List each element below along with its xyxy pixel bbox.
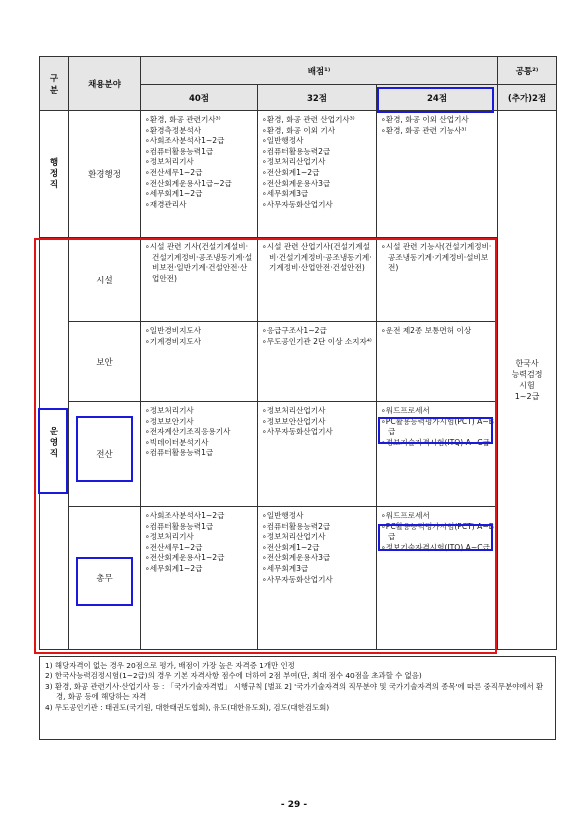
list-item: ∘전산회계운용사1급~2급 [145,178,232,188]
list-item: ∘전산세무1~2급 [145,167,203,177]
cell-32 [258,402,377,507]
table-row [40,402,557,507]
list-item: ∘환경, 화공 이외 기사 [262,125,336,135]
list-item: ∘시설 관련 기능사(건설기계정비·공조냉동기계·기계정비·설비보전) [381,242,492,273]
list-item: ∘사무자동화산업기사 [262,574,333,584]
list-item: ∘정보기술자격시험(ITQ) A~C급 [381,542,490,552]
cell-24 [377,402,498,507]
list-item: ∘세무회계3급 [262,563,309,573]
list-item: ∘전산회계운용사3급 [262,178,331,188]
table-row [40,322,557,402]
list-item: ∘정보보안산업기사 [262,416,326,426]
table-row [40,111,557,238]
list-item: ∘워드프로세서 [381,511,430,520]
group-label: 운 영 직 [49,427,59,459]
list-item: ∘일반경비지도사 [145,326,202,335]
list-item: ∘응급구조사1~2급 [262,326,327,335]
list-item: ∘정보처리기사 [145,157,194,167]
header-40: 40점 [141,85,258,111]
cell-32 [258,111,377,238]
list-item: ∘컴퓨터활용능력1급 [145,146,214,156]
cell-24 [377,507,498,650]
common-extra-cell [498,111,557,650]
footnote-4: 4) 무도공인기관 : 태권도(국기원, 대한태권도협회), 유도(대한유도회), 검도(대한검도회) [45,702,330,712]
header-24: 24점 [377,85,498,111]
cell-32 [258,322,377,402]
list-item: ∘정보보안기사 [145,416,194,426]
list-item: ∘시설 관련 산업기사(건설기계설비·건설기계정비·공조냉동기계·기계정비·산업안전·건설안전) [262,242,372,273]
list-item: ∘정보처리기사 [145,532,194,542]
list-item: ∘일반행정사 [262,136,304,146]
header-field: 채용분야 [69,57,141,111]
category-cell: 시설 [69,238,141,322]
category-cell: 총무 [69,507,141,650]
table-row [40,507,557,650]
header-common: 공통²⁾ [498,57,557,85]
list-item: ∘재경관리사 [145,199,187,209]
list-item: ∘환경, 화공 관련기사³⁾ [145,115,221,124]
list-item: ∘무도공인기관 2단 이상 소지자⁴⁾ [262,336,372,346]
list-item: ∘시설 관련 기사(건설기계설비·건설기계정비·공조냉동기계·설비보전·일반기계·건설안전·산업안전) [145,242,253,283]
footnote-1: 1) 해당자격이 없는 경우 20점으로 평가, 배점이 가장 높은 자격증 1개만 인정 [45,661,295,670]
group-haengjeong [40,111,69,238]
category-cell: 전산 [69,402,141,507]
header-extra: (추가)2점 [498,85,557,111]
footnote-2: 2) 한국사능력검정시험(1~2급)의 경우 기본 자격사항 점수에 더하여 2점 부여(단, 최대 점수 40점을 초과할 수 없음) [45,671,422,681]
table-row [40,238,557,322]
cell-40 [141,111,258,238]
common-extra-text: 한국사 능력검정 시험 1~2급 [511,359,543,401]
list-item: ∘PC활용능력평가시험(PCT) A~B급 [381,416,494,437]
page-number: - 29 - [280,800,308,810]
list-item: ∘정보기술자격시험(ITQ) A~C급 [381,437,490,447]
list-item: ∘일반행정사 [262,511,304,520]
list-item: ∘정보처리산업기사 [262,406,326,415]
list-item: ∘정보처리산업기사 [262,532,326,542]
list-item: ∘사무자동화산업기사 [262,199,333,209]
header-gubun-text: 구 분 [49,73,59,96]
cell-40 [141,322,258,402]
list-item: ∘컴퓨터활용능력1급 [145,448,214,458]
group-unyeong [40,238,69,650]
list-item: ∘환경, 화공 관련 산업기사³⁾ [262,115,355,124]
list-item: ∘세무회계1~2급 [145,563,203,573]
list-item: ∘전산회계1~2급 [262,542,320,552]
list-item: ∘기계경비지도사 [145,336,202,346]
list-item: ∘빅데이터분석기사 [145,437,209,447]
list-item: ∘운전 제2종 보통면허 이상 [381,326,472,335]
cell-24 [377,322,498,402]
cell-24 [377,111,498,238]
cell-32 [258,238,377,322]
list-item: ∘환경측정분석사 [145,125,202,135]
header-gubun [40,57,69,111]
list-item: ∘전산회계운용사3급 [262,553,331,563]
list-item: ∘전산회계운용사1~2급 [145,553,225,563]
cell-24 [377,238,498,322]
cell-40 [141,507,258,650]
list-item: ∘전자계산기조직응용기사 [145,427,231,437]
group-label: 행 정 직 [49,157,59,190]
qualification-score-table [39,56,557,650]
cell-32 [258,507,377,650]
list-item: ∘세무회계3급 [262,189,309,199]
list-item: ∘PC활용능력평가시험(PCT) A~B급 [381,521,494,542]
list-item: ∘세무회계1~2급 [145,189,203,199]
list-item: ∘사회조사분석사1~2급 [145,136,225,146]
list-item: ∘환경, 화공 관련 기능사³⁾ [381,125,467,135]
footnotes [39,656,556,740]
list-item: ∘전산세무1~2급 [145,542,203,552]
category-cell: 보안 [69,322,141,402]
list-item: ∘사회조사분석사1~2급 [145,511,225,520]
list-item: ∘컴퓨터활용능력2급 [262,146,331,156]
list-item: ∘환경, 화공 이외 산업기사 [381,115,469,124]
header-score: 배점¹⁾ [141,57,498,85]
list-item: ∘사무자동화산업기사 [262,427,333,437]
cell-40 [141,238,258,322]
list-item: ∘정보처리기사 [145,406,194,415]
header-32: 32점 [258,85,377,111]
list-item: ∘컴퓨터활용능력2급 [262,521,331,531]
list-item: ∘워드프로세서 [381,406,430,415]
category-cell: 환경행정 [69,111,141,238]
list-item: ∘컴퓨터활용능력1급 [145,521,214,531]
footnote-3: 3) 환경, 화공 관련기사·산업기사 등 : 「국가기술자격법」 시행규칙 [별표 2] '국가기술자격의 직무분야 및 국가기술자격의 종목'에 따른 중직무분야에서 환경, 화공 등에 해당하는 자격 [45,681,544,702]
cell-40 [141,402,258,507]
list-item: ∘정보처리산업기사 [262,157,326,167]
list-item: ∘전산회계1~2급 [262,167,320,177]
